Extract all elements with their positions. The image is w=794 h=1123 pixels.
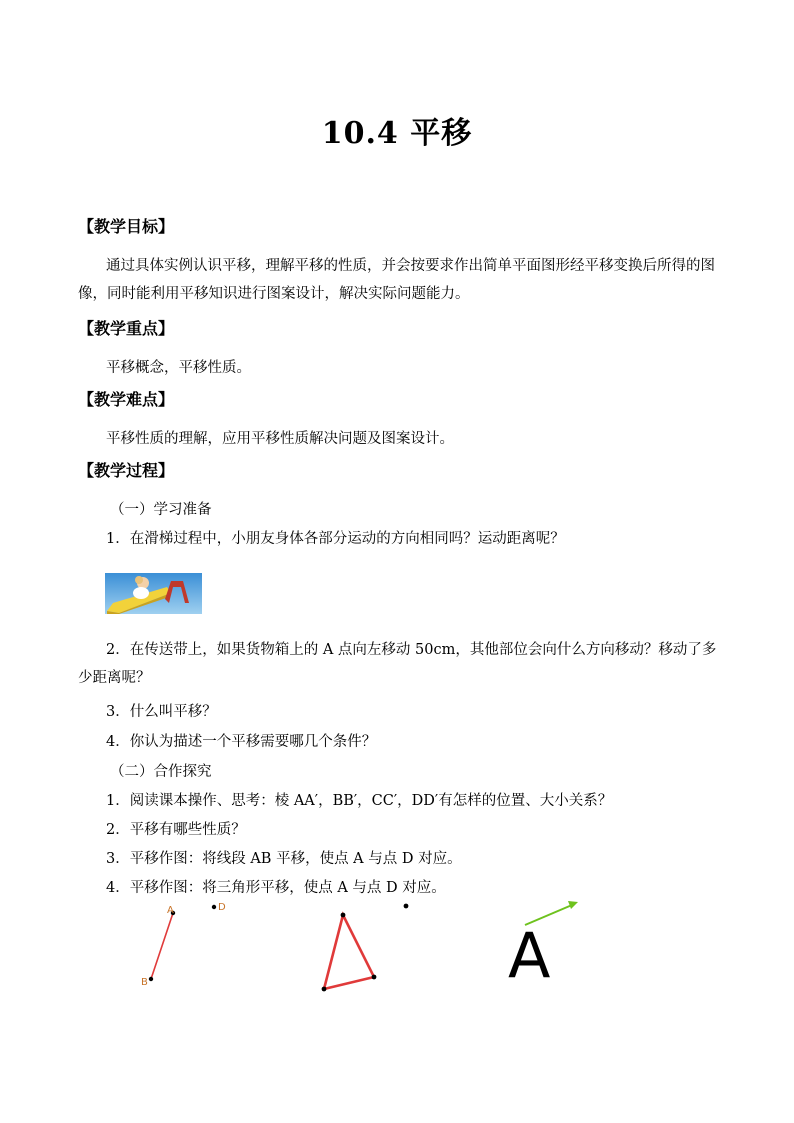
label-a: A xyxy=(167,905,174,916)
difficult-text: 平移性质的理解，应用平移性质解决问题及图案设计。 xyxy=(106,431,454,447)
part2-label: （二）合作探究 xyxy=(110,764,212,780)
triangle xyxy=(324,915,374,989)
goal-text: 通过具体实例认识平移，理解平移的性质，并会按要求作出简单平面图形经平移变换后所得的图像，同时能利用平移知识进行图案设计，解决实际问题能力。 xyxy=(78,258,715,302)
key-text: 平移概念，平移性质。 xyxy=(106,360,251,376)
figure-triangle xyxy=(310,895,420,995)
slide-illustration xyxy=(105,573,202,614)
part2-q4: 4．平移作图：将三角形平移，使点 A 与点 D 对应。 xyxy=(106,880,446,896)
process-heading: 【教学过程】 xyxy=(78,461,175,480)
triangle-vertex-top xyxy=(341,913,346,918)
triangle-vertex-left xyxy=(322,987,327,992)
goal-heading: 【教学目标】 xyxy=(78,217,175,236)
part1-label: （一）学习准备 xyxy=(110,502,212,518)
part2-q3: 3．平移作图：将线段 AB 平移，使点 A 与点 D 对应。 xyxy=(106,851,462,867)
triangle-vertex-right xyxy=(372,975,377,980)
figure-segment-ab xyxy=(135,895,235,995)
arrow-head-icon xyxy=(568,901,578,909)
label-b: B xyxy=(141,977,148,988)
part2-q1: 1．阅读课本操作、思考：棱 AA′，BB′，CC′，DD′有怎样的位置、大小关系？ xyxy=(106,793,613,809)
part2-q2: 2．平移有哪些性质？ xyxy=(106,822,246,838)
figure-letter-a-arrow xyxy=(500,895,590,985)
part1-q4: 4．你认为描述一个平移需要哪几个条件？ xyxy=(106,734,377,750)
point-d xyxy=(212,905,216,909)
part1-q2: 2．在传送带上，如果货物箱上的 A 点向左移动 50cm，其他部位会向什么方向移动？移动了多少距离呢？ xyxy=(78,642,717,686)
part1-q3: 3．什么叫平移？ xyxy=(106,704,217,720)
part1-q1: 1．在滑梯过程中，小朋友身体各部分运动的方向相同吗？运动距离呢？ xyxy=(106,531,565,547)
target-point xyxy=(404,904,409,909)
segment-ab xyxy=(151,913,173,979)
difficult-heading: 【教学难点】 xyxy=(78,390,175,409)
label-d: D xyxy=(218,902,226,913)
point-b xyxy=(149,977,153,981)
key-heading: 【教学重点】 xyxy=(78,319,175,338)
page-title: 10.4 平移 xyxy=(321,116,473,151)
letter-a: A xyxy=(508,919,551,985)
